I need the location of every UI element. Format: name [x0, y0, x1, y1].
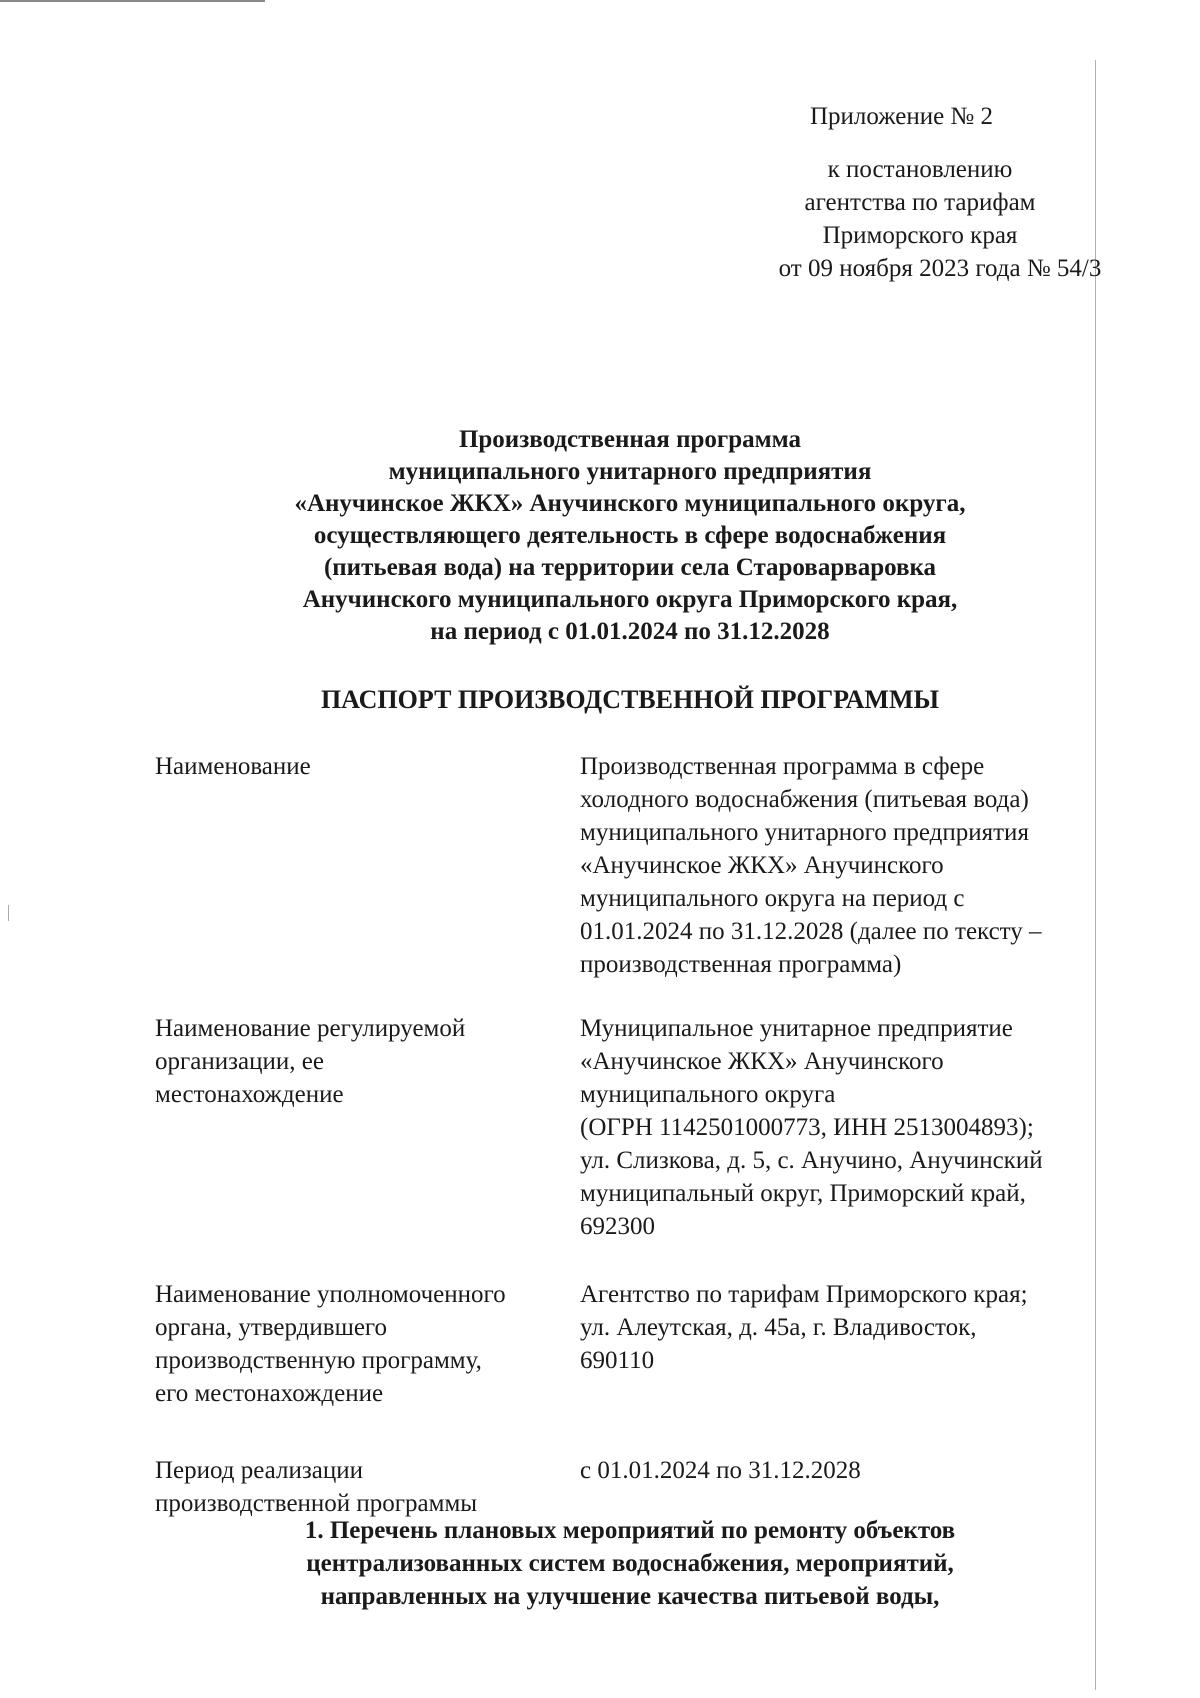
appendix-block [720, 100, 1120, 285]
label-line: Наименование регулируемой [155, 1015, 466, 1042]
value-line: 692300 [580, 1213, 655, 1240]
passport-value [580, 750, 1125, 981]
title-line: муниципального унитарного предприятия [388, 458, 872, 485]
passport-value [580, 1012, 1125, 1243]
section-1-heading [140, 1514, 1120, 1613]
scan-mark [8, 905, 9, 921]
value-line: Агентство по тарифам Приморского края; [580, 1281, 1028, 1308]
value-line: Муниципальное унитарное предприятие [580, 1015, 1013, 1042]
value-line: 690110 [580, 1347, 655, 1374]
passport-heading: ПАСПОРТ ПРОИЗВОДСТВЕННОЙ ПРОГРАММЫ [320, 685, 940, 714]
value-line: «Анучинское ЖКХ» Анучинского [580, 852, 944, 879]
value-line: муниципального округа [580, 1081, 836, 1108]
title-line: осуществляющего деятельность в сфере водоснабжения [313, 522, 947, 549]
appendix-line: Приморского края [822, 222, 1018, 249]
scan-edge-line [0, 0, 265, 2]
section-line: 1. Перечень плановых мероприятий по ремонту объектов [304, 1517, 956, 1544]
appendix-number: Приложение № 2 [810, 103, 994, 130]
passport-label [155, 1278, 575, 1410]
value-line: муниципальный округ, Приморский край, [580, 1180, 1026, 1207]
appendix-line: к постановлению [827, 156, 1013, 183]
value-line: «Анучинское ЖКХ» Анучинского [580, 1048, 944, 1075]
label-line: производственной программы [155, 1490, 478, 1517]
value-line: муниципального округа на период с [580, 885, 965, 912]
passport-label [155, 1454, 575, 1520]
value-line: (ОГРН 1142501000773, ИНН 2513004893); [580, 1114, 1034, 1141]
value-line: с 01.01.2024 по 31.12.2028 [580, 1457, 861, 1484]
passport-value [580, 1278, 1125, 1377]
label-line: Период реализации [155, 1457, 363, 1484]
passport-label [155, 1012, 575, 1111]
value-line: ул. Слизкова, д. 5, с. Анучино, Анучинский [580, 1147, 1043, 1174]
title-line: на период с 01.01.2024 по 31.12.2028 [430, 618, 830, 645]
passport-value [580, 1454, 1125, 1487]
label-line: Наименование уполномоченного [155, 1281, 506, 1308]
title-line: Анучинского муниципального округа Приморского края, [302, 586, 958, 613]
appendix-reference [720, 153, 1120, 285]
value-line: 01.01.2024 по 31.12.2028 (далее по тексту – [580, 918, 1042, 945]
document-title [140, 424, 1120, 648]
title-line: «Анучинское ЖКХ» Анучинского муниципального округа, [294, 490, 966, 517]
value-line: производственная программа) [580, 951, 902, 978]
section-line: централизованных систем водоснабжения, мероприятий, [306, 1550, 954, 1577]
title-line: (питьевая вода) на территории села Староварваровка [323, 554, 937, 581]
value-line: муниципального унитарного предприятия [580, 819, 1029, 846]
value-line: Производственная программа в сфере [580, 753, 985, 780]
label-line: органа, утвердившего [155, 1314, 388, 1341]
value-line: холодного водоснабжения (питьевая вода) [580, 786, 1029, 813]
section-line: направленных на улучшение качества питьевой воды, [320, 1583, 940, 1610]
value-line: ул. Алеутская, д. 45а, г. Владивосток, [580, 1314, 977, 1341]
appendix-line: агентства по тарифам [804, 189, 1036, 216]
label-line: его местонахождение [155, 1380, 384, 1407]
label-line: производственную программу, [155, 1347, 482, 1374]
title-line: Производственная программа [458, 426, 802, 453]
appendix-line: от 09 ноября 2023 года № 54/3 [778, 255, 1102, 282]
passport-label [155, 750, 575, 783]
label-line: организации, ее [155, 1048, 324, 1075]
label-line: Наименование [155, 753, 311, 780]
label-line: местонахождение [155, 1081, 344, 1108]
